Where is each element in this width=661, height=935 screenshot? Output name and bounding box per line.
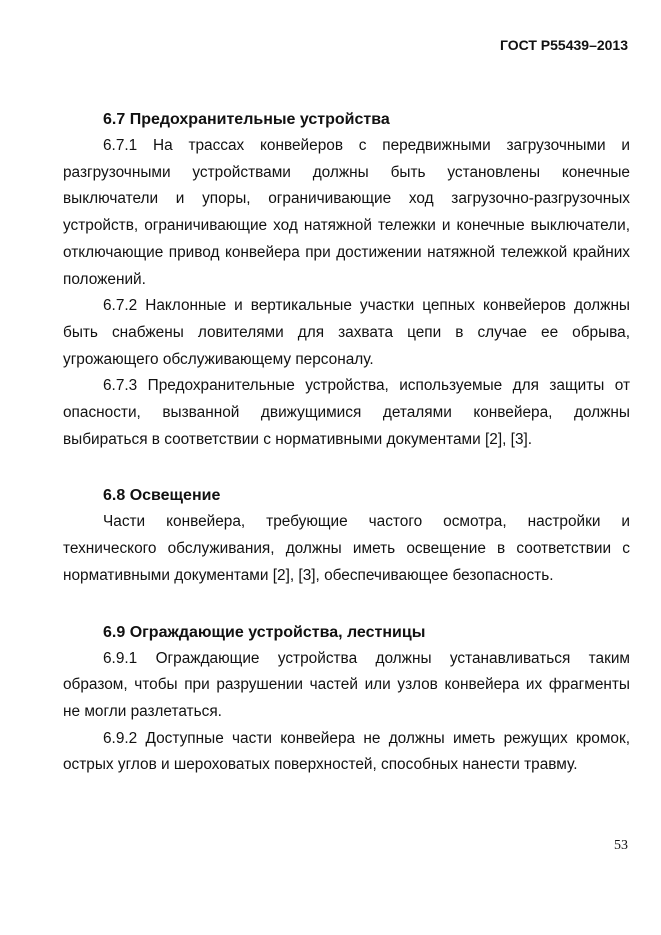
text-line: не могли разлетаться. <box>63 702 222 720</box>
page-number: 53 <box>614 838 628 853</box>
text-line: устройств, ограничивающие ход натяжной тележки и конечные выключатели, <box>63 217 630 235</box>
section <box>63 482 630 589</box>
text-line: отключающие привод конвейера при достижении натяжной тележкой крайних <box>63 243 630 261</box>
text-line: острых углов и шероховатых поверхностей, способных нанести травму. <box>63 756 578 774</box>
text-line: выбираться в соответствии с нормативными документами [2], [3]. <box>63 430 533 448</box>
text-line: технического обслуживания, должны иметь освещение в соответствии с <box>63 540 630 558</box>
section-gap <box>63 590 630 619</box>
text-line: 6.7.1 На трассах конвейеров с передвижными загрузочными и <box>103 137 630 154</box>
text-line: опасности, вызванной движущимися деталями конвейера, должны <box>63 404 630 422</box>
text-line: положений. <box>63 270 146 288</box>
text-line: разгрузочными устройствами должны быть установлены конечные <box>63 163 630 181</box>
document-body <box>63 106 630 779</box>
text-line: 6.7.2 Наклонные и вертикальные участки цепных конвейеров должны <box>103 297 630 315</box>
paragraph <box>63 373 630 453</box>
text-line: 6.7.3 Предохранительные устройства, используемые для защиты от <box>103 377 630 395</box>
text-line: выключатели и упоры, ограничивающие ход загрузочно-разгрузочных <box>63 190 630 208</box>
section <box>63 619 630 780</box>
text-line: нормативными документами [2], [3], обеспечивающее безопасность. <box>63 566 554 584</box>
paragraph <box>63 133 630 293</box>
section-gap <box>63 453 630 482</box>
text-line: образом, чтобы при разрушении частей или узлов конвейера их фрагменты <box>63 676 630 694</box>
text-line: Части конвейера, требующие частого осмотра, настройки и <box>103 513 630 531</box>
section-heading: 6.8 Освещение <box>103 487 221 505</box>
text-line: быть снабжены ловителями для захвата цепи в случае ее обрыва, <box>63 323 630 341</box>
paragraph <box>63 646 630 726</box>
text-line: 6.9.1 Ограждающие устройства должны устанавливаться таким <box>103 649 630 667</box>
paragraph <box>63 509 630 589</box>
text-line: 6.9.2 Доступные части конвейера не должны иметь режущих кромок, <box>103 729 630 747</box>
paragraph <box>63 293 630 373</box>
text-line: угрожающего обслуживающему персоналу. <box>63 350 374 368</box>
document-header: ГОСТ Р55439–2013 <box>499 37 628 53</box>
paragraph <box>63 726 630 779</box>
section-heading: 6.7 Предохранительные устройства <box>103 111 390 128</box>
section-heading: 6.9 Ограждающие устройства, лестницы <box>103 623 426 641</box>
section <box>63 106 630 453</box>
